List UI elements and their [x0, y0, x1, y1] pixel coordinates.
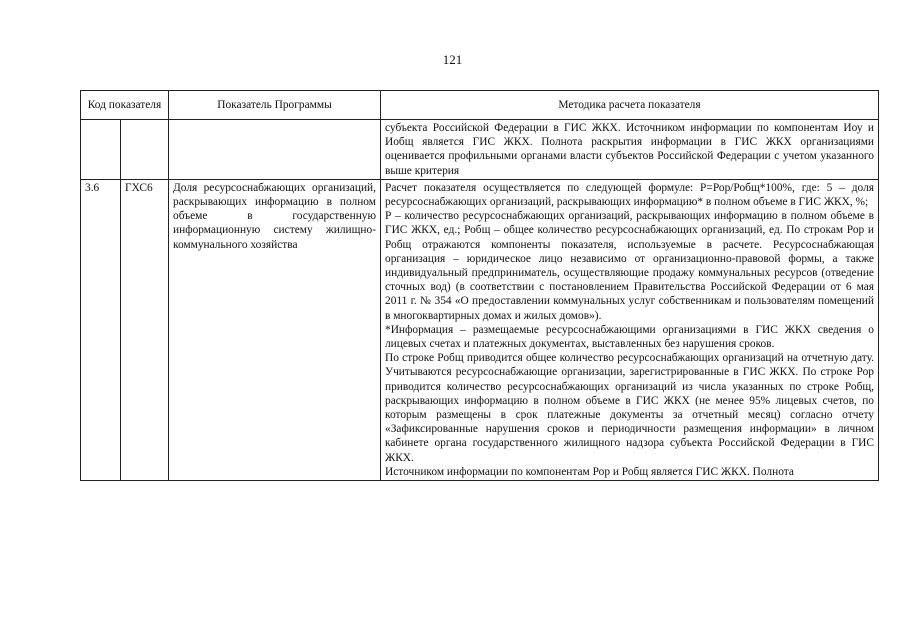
header-method: Методика расчета показателя — [381, 91, 879, 120]
header-code: Код показателя — [81, 91, 169, 120]
cell-number-empty — [81, 120, 121, 180]
header-indicator: Показатель Программы — [169, 91, 381, 120]
method-paragraph: Р – количество ресурсоснабжающих организаций, раскрывающих информацию в полном объеме в ГИС ЖКХ, ед.; Робщ – общее количество ресурсоснабжающих организаций, ед. По строкам Рор и Робщ отражаются компоненты показателя, используемые в расчете. Ресурсоснабжающая организация – юридическое лицо независимо от организационно-правовой формы, а также индивидуальный предприниматель, осуществляющие продажу коммунальных ресурсов (отведение сточных вод) (в соответствии с постановлением Правительства Российской Федерации от 6 мая 2011 г. № 354 «О предоставлении коммунальных услуг собственникам и пользователям помещений в многоквартирных домах и жилых домов»). — [385, 210, 874, 322]
indicator-table — [80, 90, 879, 481]
method-paragraph: *Информация – размещаемые ресурсоснабжающими организациями в ГИС ЖКХ сведения о лицевых счетах и платежных документах, выставленных без нарушения сроков. — [385, 323, 874, 351]
table-header-row — [81, 91, 879, 120]
cell-row-number: 3.6 — [81, 179, 121, 480]
cell-code-empty — [121, 120, 169, 180]
table-row-continued — [81, 120, 879, 180]
cell-method — [381, 179, 879, 480]
cell-indicator-name: Доля ресурсоснабжающих организаций, раскрывающих информацию в полном объеме в государственную информационную систему жилищно-коммунального хозяйства — [169, 179, 381, 480]
cell-indicator-empty — [169, 120, 381, 180]
method-paragraph: Расчет показателя осуществляется по следующей формуле: Р=Рор/Робщ*100%, где: 5 – доля ресурсоснабжающих организаций, раскрывающих информацию* в полном объеме в ГИС ЖКХ, %; — [385, 181, 874, 209]
page-number: 121 — [442, 52, 463, 67]
method-paragraph: Источником информации по компонентам Рор и Робщ является ГИС ЖКХ. Полнота — [385, 465, 794, 478]
table-row — [81, 179, 879, 480]
cell-method-continued: субъекта Российской Федерации в ГИС ЖКХ. Источником информации по компонентам Иоу и Иобщ является ГИС ЖКХ. Полнота раскрытия информации в ГИС ЖКХ организациями оценивается профильными органами власти субъектов Российской Федерации с учетом указанного выше критерия — [381, 120, 879, 180]
method-paragraph: По строке Робщ приводится общее количество ресурсоснабжающих организаций на отчетную дату. Учитываются ресурсоснабжающие организации, зарегистрированные в ГИС ЖКХ. По строке Рор приводится количество ресурсоснабжающих организаций из числа указанных по строке Робщ, раскрывающих информацию в полном объеме в ГИС ЖКХ (не менее 95% лицевых счетов, по которым размещены в срок платежные документы за отчетный месяц) согласно отчету «Зафиксированные нарушения сроков и периодичности размещения информации» в личном кабинете органа государственного жилищного надзора субъекта Российской Федерации в ГИС ЖКХ. — [385, 352, 874, 464]
cell-row-code: ГХС6 — [121, 179, 169, 480]
